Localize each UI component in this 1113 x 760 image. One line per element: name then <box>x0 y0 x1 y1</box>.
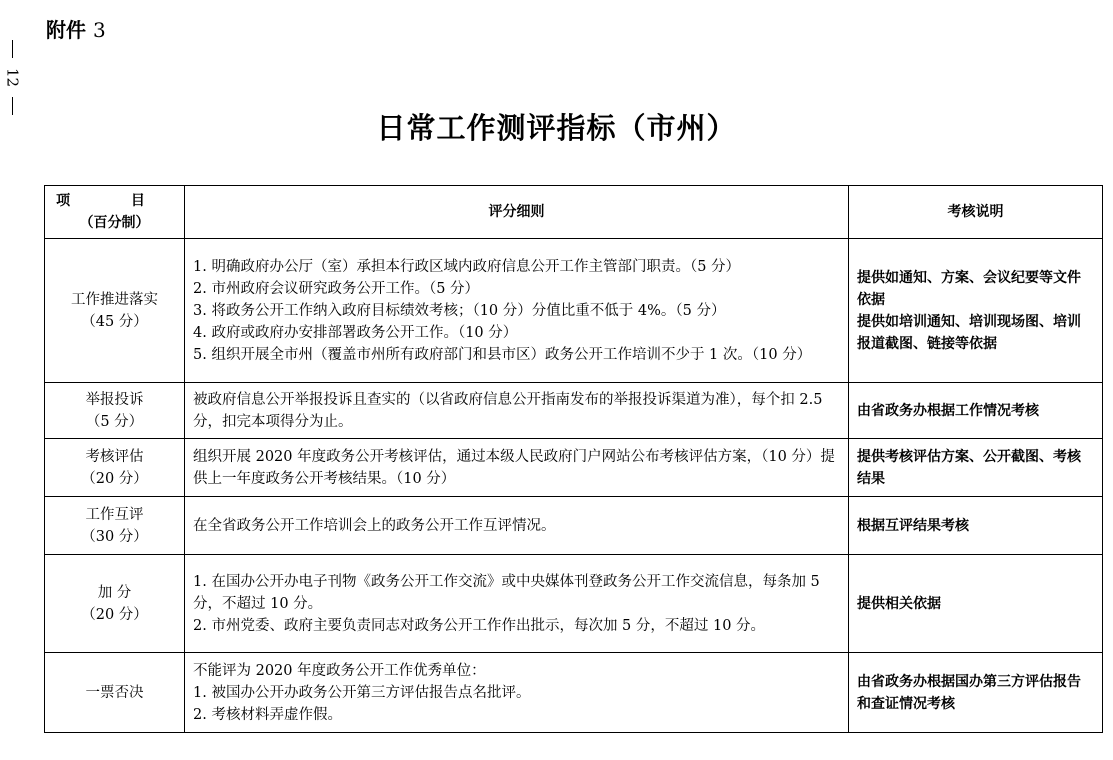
item-score: （20 分） <box>81 606 148 623</box>
table-row <box>45 555 1103 653</box>
note-line: 提供如培训通知、培训现场图、培训报道截图、链接等依据 <box>857 313 1081 352</box>
detail-line: 不能评为 2020 年度政务公开工作优秀单位： <box>193 662 486 679</box>
detail-line: 3. 将政务公开工作纳入政府目标绩效考核；（10 分）分值比重不低于 4%。（5 分） <box>193 302 726 319</box>
note-line: 提供相关依据 <box>857 595 941 612</box>
item-score: （30 分） <box>81 528 148 545</box>
note-line: 根据互评结果考核 <box>857 517 969 534</box>
detail-cell <box>185 653 849 733</box>
detail-line: 2. 市州政府会议研究政务公开工作。（5 分） <box>193 280 480 297</box>
detail-line: 被政府信息公开举报投诉且查实的（以省政府信息公开指南发布的举报投诉渠道为准），每个扣 2.5 分，扣完本项得分为止。 <box>193 391 823 430</box>
header-item-label: 项 目 <box>56 193 173 209</box>
detail-cell <box>185 497 849 555</box>
item-name: 举报投诉 <box>85 391 144 408</box>
detail-line: 2. 市州党委、政府主要负责同志对政务公开工作作出批示，每次加 5 分，不超过 10 分。 <box>193 617 766 634</box>
detail-line: 1. 明确政府办公厅（室）承担本行政区域内政府信息公开工作主管部门职责。（5 分） <box>193 258 741 275</box>
detail-line: 2. 考核材料弄虚作假。 <box>193 706 342 723</box>
note-line: 提供考核评估方案、公开截图、考核结果 <box>857 448 1081 487</box>
note-cell <box>849 383 1103 439</box>
document-title: 日常工作测评指标（市州） <box>376 111 737 145</box>
detail-cell <box>185 239 849 383</box>
item-cell <box>45 439 185 497</box>
detail-line: 5. 组织开展全市州（覆盖市州所有政府部门和县市区）政务公开工作培训不少于 1 次。（10 分） <box>193 346 812 363</box>
item-cell <box>45 555 185 653</box>
item-name: 一票否决 <box>85 684 144 701</box>
note-cell <box>849 497 1103 555</box>
detail-cell <box>185 383 849 439</box>
page-number-margin <box>0 40 24 115</box>
item-score: （45 分） <box>81 313 148 330</box>
item-score: （5 分） <box>85 413 144 430</box>
page-number-rule-top <box>12 40 13 58</box>
detail-line: 在全省政务公开工作培训会上的政务公开工作互评情况。 <box>193 517 556 534</box>
table-row <box>45 383 1103 439</box>
table-row <box>45 497 1103 555</box>
item-cell <box>45 239 185 383</box>
note-cell <box>849 439 1103 497</box>
detail-line: 4. 政府或政府办安排部署政务公开工作。（10 分） <box>193 324 518 341</box>
item-score: （20 分） <box>81 470 148 487</box>
header-note: 考核说明 <box>849 186 1103 239</box>
attachment-number: 3 <box>92 18 106 42</box>
header-item <box>45 186 185 239</box>
note-cell <box>849 239 1103 383</box>
attachment-label <box>46 14 106 43</box>
item-cell <box>45 383 185 439</box>
detail-line: 1. 被国办公开办政务公开第三方评估报告点名批评。 <box>193 684 531 701</box>
table-row <box>45 653 1103 733</box>
header-item-sub: （百分制） <box>79 215 150 231</box>
item-cell <box>45 653 185 733</box>
item-name: 工作推进落实 <box>71 291 158 308</box>
evaluation-table <box>44 185 1103 733</box>
table-header-row <box>45 186 1103 239</box>
item-name: 工作互评 <box>85 506 144 523</box>
detail-cell <box>185 555 849 653</box>
detail-cell <box>185 439 849 497</box>
note-line: 由省政务办根据国办第三方评估报告和查证情况考核 <box>857 673 1081 712</box>
page-number: 12 <box>3 67 22 88</box>
item-cell <box>45 497 185 555</box>
item-name: 加 分 <box>97 584 132 601</box>
item-name: 考核评估 <box>85 448 144 465</box>
note-line: 提供如通知、方案、会议纪要等文件依据 <box>857 269 1081 308</box>
detail-line: 组织开展 2020 年度政务公开考核评估，通过本级人民政府门户网站公布考核评估方案，（10 分）提供上一年度政务公开考核结果。（10 分） <box>193 448 835 487</box>
detail-line: 1. 在国办公开办电子刊物《政务公开工作交流》或中央媒体刊登政务公开工作交流信息，每条加 5 分，不超过 10 分。 <box>193 573 820 612</box>
table-row <box>45 239 1103 383</box>
note-line: 由省政务办根据工作情况考核 <box>857 402 1039 419</box>
table-row <box>45 439 1103 497</box>
header-detail: 评分细则 <box>185 186 849 239</box>
note-cell <box>849 653 1103 733</box>
attachment-text: 附件 <box>46 18 86 42</box>
note-cell <box>849 555 1103 653</box>
